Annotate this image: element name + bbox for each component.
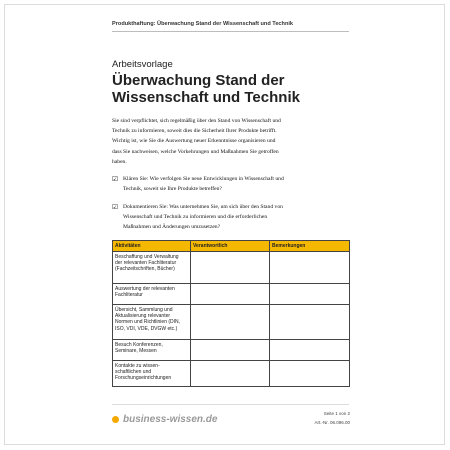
running-header: Produkthaftung: Überwachung Stand der Wissenschaft und Technik	[112, 21, 294, 27]
table-header-row	[113, 241, 350, 252]
activity-line: Auswertung der relevanten	[115, 286, 175, 292]
intro-line: Technik zu informieren, soweit dies die Sicherheit Ihrer Produkte betrifft.	[112, 128, 277, 135]
intro-line: Sie sind verpflichtet, sich regelmäßig über den Stand von Wissenschaft und	[112, 118, 281, 124]
column-header-remarks: Bemerkungen	[270, 241, 350, 252]
activity-line: ISO, VDI, VDE, DVGW etc.)	[115, 325, 178, 332]
activity-cell	[113, 284, 191, 305]
brand-dot-icon	[112, 416, 119, 423]
document-title-line: Überwachung Stand der	[112, 72, 285, 89]
header-divider	[112, 31, 349, 32]
activity-line: Seminare, Messen	[115, 348, 157, 355]
column-header-responsible: Verantwortlich	[191, 241, 270, 252]
intro-line: haben.	[112, 158, 127, 165]
remarks-cell[interactable]	[270, 340, 350, 361]
page-number: Seite 1 von 2	[323, 411, 350, 416]
checklist-line: Dokumentieren Sie: Was unternehmen Sie, um sich über den Stand von	[123, 204, 283, 210]
intro-line: Wichtig ist, wie Sie die Auswertung neuer Erkenntnisse organisieren und	[112, 138, 276, 145]
remarks-cell[interactable]	[270, 305, 350, 340]
activity-line: (Fachzeitschriften, Bücher)	[115, 266, 175, 273]
brand-name: business-wissen.de	[123, 414, 218, 425]
activity-cell	[113, 252, 191, 284]
activity-line: Fachliteratur	[115, 292, 143, 299]
table-row	[113, 252, 350, 284]
activity-line: Normen und Richtlinien (DIN,	[115, 319, 181, 326]
checklist-line: Technik, soweit sie Ihre Produkte betreffen?	[123, 186, 222, 193]
checklist-line: Wissenschaft und Technik zu informieren und die erforderlichen	[123, 214, 268, 221]
responsible-cell[interactable]	[191, 361, 270, 387]
activity-line: schaftlichen und	[115, 369, 152, 376]
column-header-activities: Aktivitäten	[113, 241, 191, 252]
document-type-label: Arbeitsvorlage	[112, 59, 173, 70]
activity-line: Forschungseinrichtungen	[115, 375, 172, 382]
document-title	[112, 72, 362, 106]
document-title-line: Wissenschaft und Technik	[112, 89, 300, 106]
activity-cell	[113, 340, 191, 361]
article-number: Art.-Nr. 06.096.00	[314, 420, 350, 425]
activity-line: Besuch Konferenzen,	[115, 342, 163, 348]
checklist-item-clarify	[112, 174, 352, 194]
footer-divider	[112, 404, 349, 405]
intro-paragraph	[112, 116, 350, 167]
activity-line: Übersicht, Sammlung und	[115, 307, 173, 313]
remarks-cell[interactable]	[270, 284, 350, 305]
checklist-line: Klären Sie: Wie verfolgen Sie neue Entwicklungen in Wissenschaft und	[123, 176, 284, 182]
checked-box-icon: ☑	[112, 175, 118, 183]
responsible-cell[interactable]	[191, 340, 270, 361]
activities-table	[112, 240, 350, 387]
activity-line: Beschaffung und Verwaltung	[115, 254, 179, 260]
table-row	[113, 340, 350, 361]
responsible-cell[interactable]	[191, 252, 270, 284]
responsible-cell[interactable]	[191, 305, 270, 340]
responsible-cell[interactable]	[191, 284, 270, 305]
activity-line: Kontakte zu wissen-	[115, 363, 160, 369]
activity-line: der relevanten Fachliteratur	[115, 260, 177, 267]
intro-line: dass Sie nachweisen, welche Vorkehrungen und Maßnahmen Sie getroffen	[112, 148, 279, 155]
table-row	[113, 284, 350, 305]
activity-cell	[113, 361, 191, 387]
table-row	[113, 361, 350, 387]
remarks-cell[interactable]	[270, 361, 350, 387]
table-row	[113, 305, 350, 340]
checklist-line: Maßnahmen und Änderungen umzusetzen?	[123, 224, 221, 231]
activity-line: Aktualisierung relevanter	[115, 313, 171, 320]
activity-cell	[113, 305, 191, 340]
remarks-cell[interactable]	[270, 252, 350, 284]
checklist-item-document	[112, 202, 352, 233]
checked-box-icon: ☑	[112, 203, 118, 211]
